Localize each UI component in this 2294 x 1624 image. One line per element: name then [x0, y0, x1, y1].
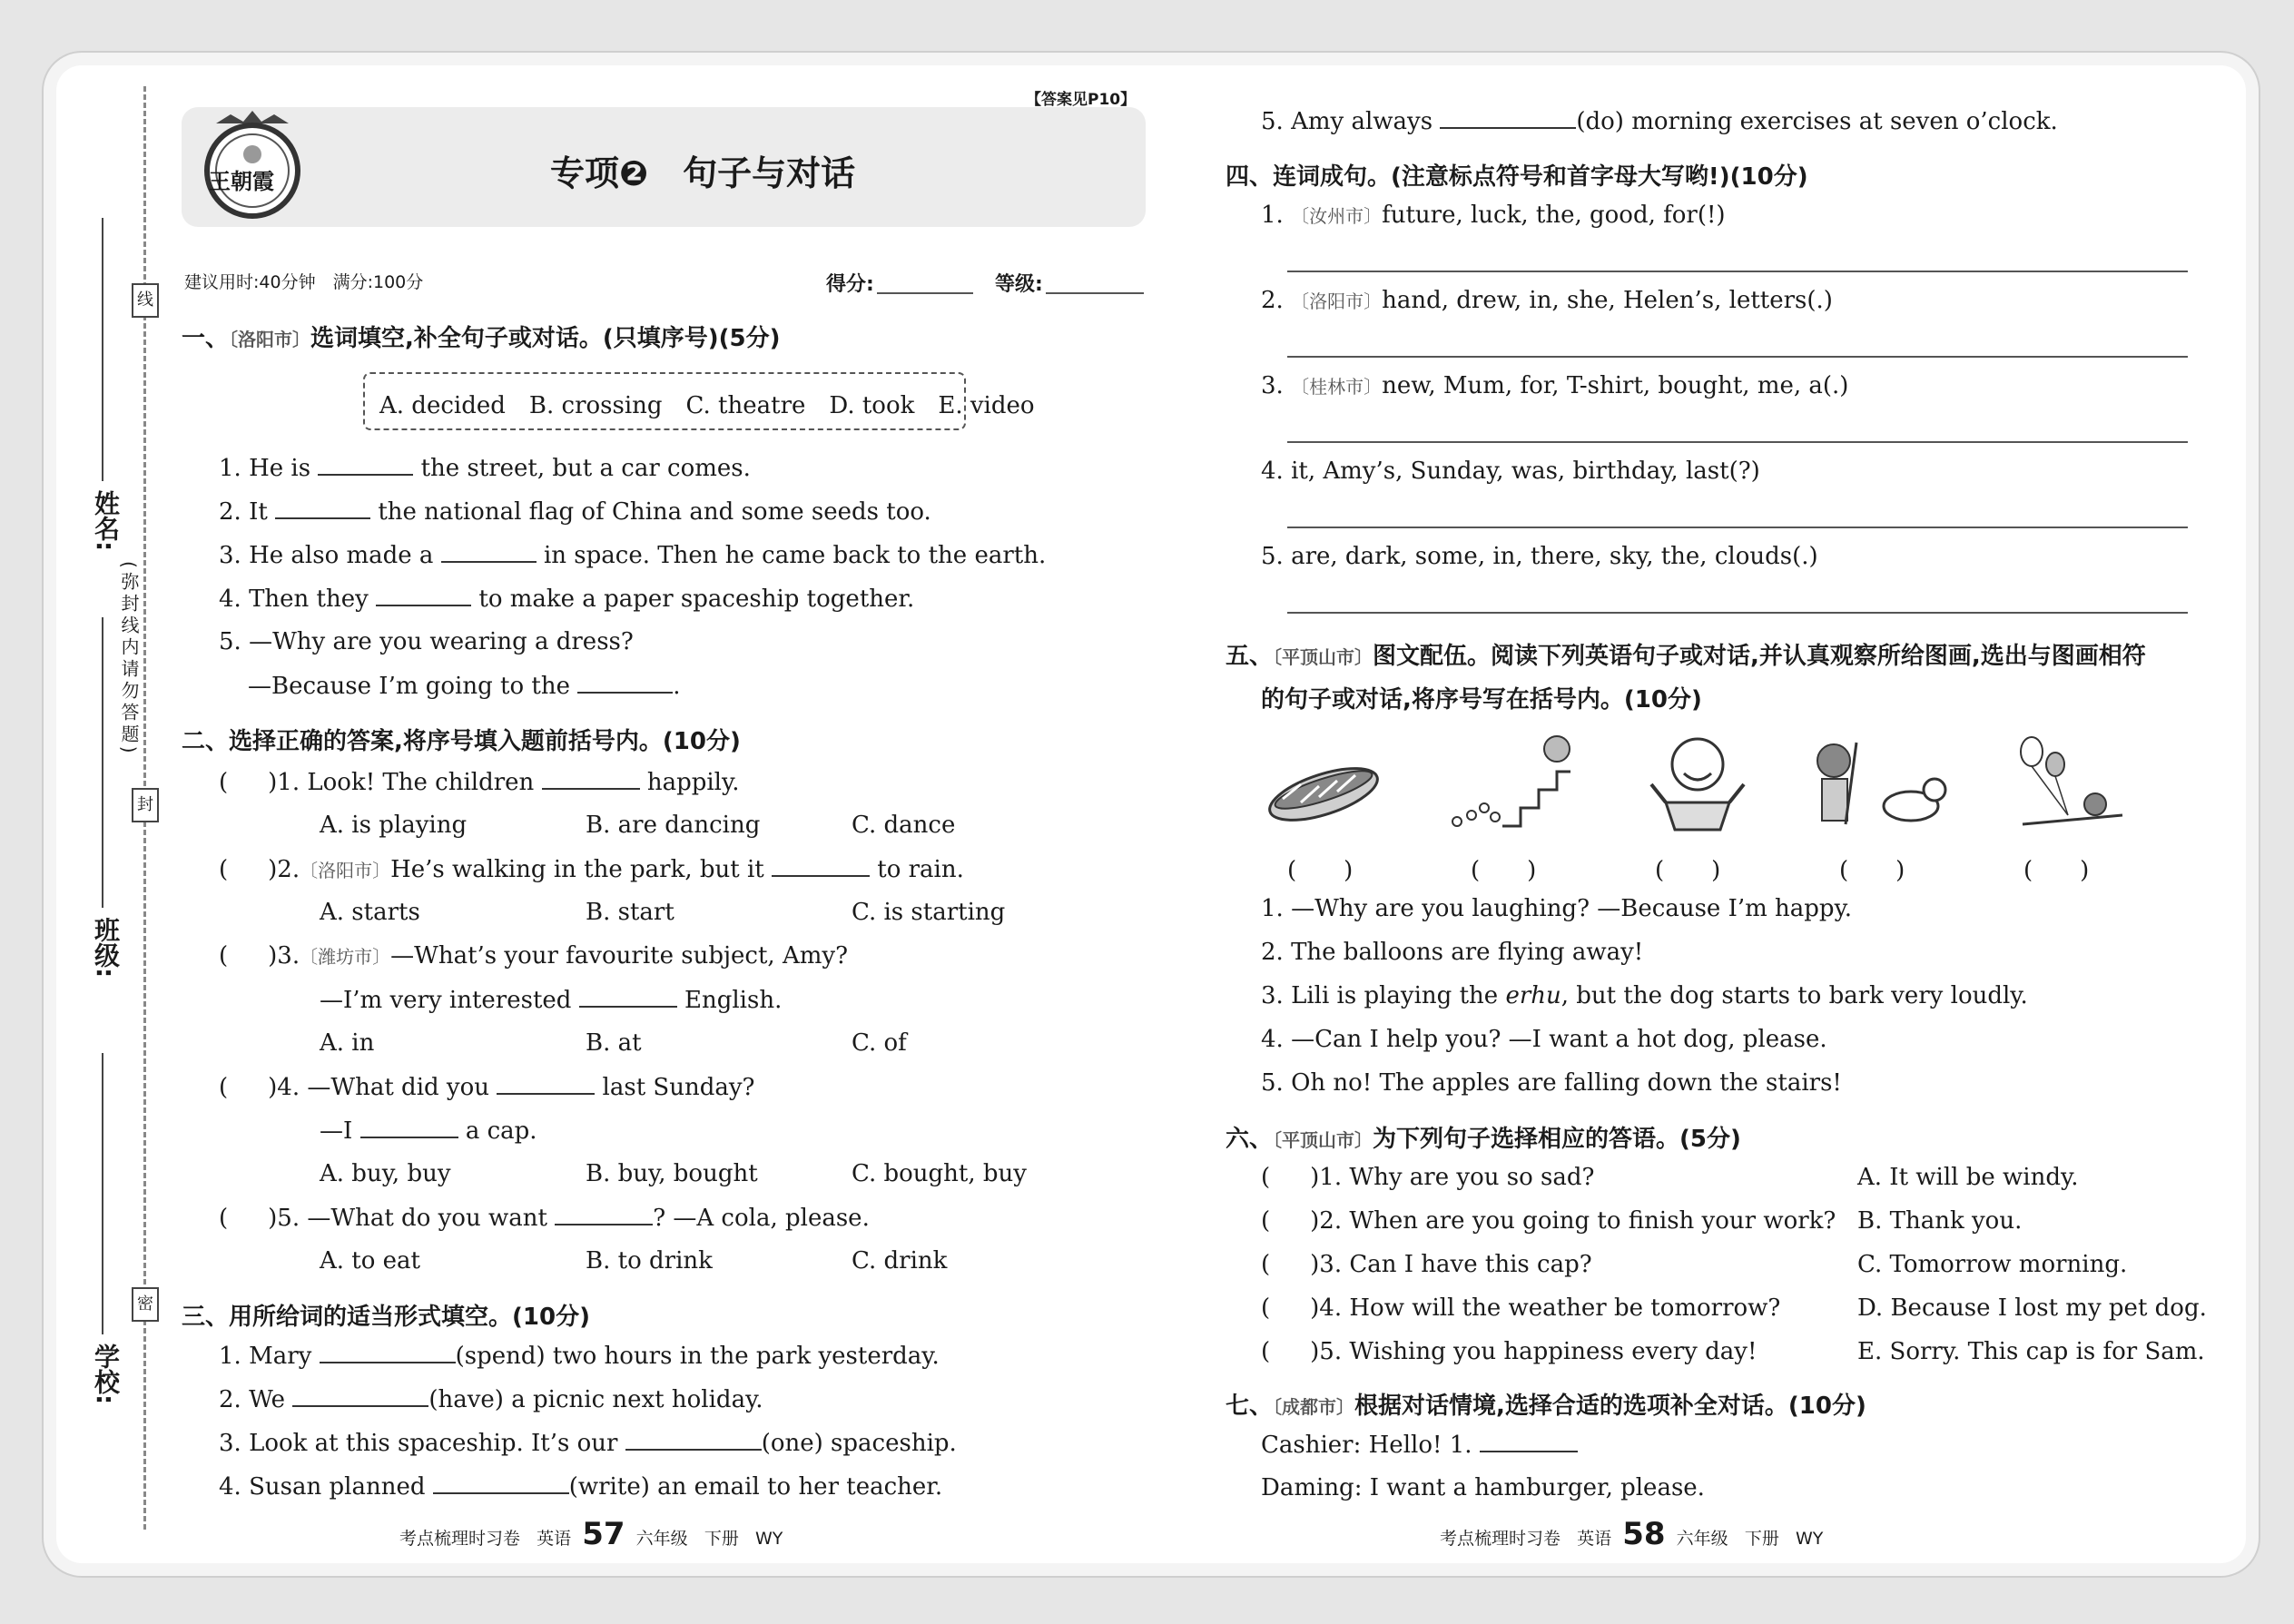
item-text: Mary — [249, 1343, 312, 1370]
blank-input[interactable] — [376, 585, 471, 606]
item-num: 2. — [1261, 287, 1284, 314]
s1-item-2 — [219, 497, 931, 526]
question-stem: English. — [684, 987, 783, 1014]
s1-item-5b — [248, 672, 681, 700]
grade-field[interactable] — [1046, 292, 1144, 294]
answer-paren[interactable]: ( — [219, 1205, 229, 1232]
s2-q5-opt-a[interactable]: A. to eat — [320, 1247, 421, 1275]
picture-1-answer[interactable]: ( ) — [1287, 857, 1354, 884]
item-num: 1. — [219, 1343, 241, 1370]
footer-grade: 六年级 — [1676, 1529, 1728, 1549]
item-text: , but the dog starts to bark very loudly. — [1561, 982, 2028, 1009]
class-field[interactable] — [102, 617, 103, 908]
word-hint: (spend) — [455, 1343, 546, 1370]
logo — [198, 107, 307, 225]
s4-answer-line-5[interactable] — [1287, 612, 2188, 614]
seal-char-feng: 封 — [132, 788, 159, 822]
picture-2-answer[interactable]: ( ) — [1471, 857, 1537, 884]
item-num: 4. — [219, 586, 241, 613]
blank-input[interactable] — [318, 454, 413, 476]
s6-q1 — [1261, 1164, 1594, 1191]
item-text: a picnic next holiday. — [511, 1386, 763, 1413]
footer-book: 考点梳理时习卷 — [1440, 1529, 1561, 1549]
blank-input[interactable] — [497, 1073, 595, 1095]
class-label: 班级: — [91, 917, 121, 979]
item-num: 3. — [1261, 372, 1284, 399]
section6-heading — [1226, 1120, 1741, 1154]
s2-q2-opt-b[interactable]: B. start — [586, 899, 674, 926]
question-text: )3. Can I have this cap? — [1310, 1251, 1592, 1278]
question-stem: last Sunday? — [602, 1074, 755, 1101]
item-region: 〔洛阳市〕 — [1291, 290, 1383, 312]
s3-item-4 — [219, 1472, 942, 1501]
item-num: 3. — [219, 1430, 241, 1457]
blank-input[interactable] — [360, 1117, 458, 1138]
blank-input[interactable] — [320, 1342, 456, 1363]
s6-answer-d: D. Because I lost my pet dog. — [1857, 1294, 2207, 1322]
item-text: spaceship. — [831, 1430, 957, 1457]
blank-input[interactable] — [579, 986, 677, 1008]
answer-paren[interactable]: ( — [1261, 1294, 1271, 1322]
footer-grade: 六年级 — [635, 1529, 688, 1549]
item-num: 5. — [1261, 543, 1284, 570]
item-text: the national flag of China and some seeds too. — [378, 498, 931, 526]
s6-q2 — [1261, 1207, 1836, 1235]
question-region: 〔洛阳市〕 — [300, 860, 391, 881]
s4-answer-line-2[interactable] — [1287, 356, 2188, 358]
word-hint: (write) — [568, 1473, 650, 1501]
s2-q4-opt-c[interactable]: C. bought, buy — [852, 1160, 1027, 1187]
item-text: Look at this spaceship. It’s our — [249, 1430, 618, 1457]
question-text: )1. Why are you so sad? — [1310, 1164, 1595, 1191]
answer-paren[interactable]: ( — [219, 856, 229, 883]
answer-paren[interactable]: ( — [219, 769, 229, 796]
answer-paren[interactable]: ( — [1261, 1207, 1271, 1235]
s3-item-2 — [219, 1385, 763, 1413]
item-emphasis: erhu — [1505, 982, 1561, 1009]
section6-instruction: 为下列句子选择相应的答语。(5分) — [1373, 1126, 1741, 1153]
word-hint: (one) — [761, 1430, 823, 1457]
word-bank-options: A. decided B. crossing C. theatre D. took E. video — [379, 392, 1035, 419]
s2-q5 — [219, 1204, 870, 1232]
section5-number: 五、 — [1226, 643, 1274, 670]
word-hint: (do) — [1576, 108, 1624, 135]
s4-item-5 — [1261, 543, 1818, 570]
question-stem: ? —A cola, please. — [653, 1205, 870, 1232]
dialogue-text: Cashier: Hello! 1. — [1261, 1432, 1472, 1459]
balloons-picture — [2004, 733, 2132, 839]
school-field[interactable] — [102, 1053, 103, 1334]
answer-paren[interactable]: ( — [219, 1074, 229, 1101]
footer-right — [1440, 1516, 1823, 1552]
question-number: )2. — [268, 856, 300, 883]
question-stem: happily. — [646, 769, 740, 796]
s2-q1 — [219, 768, 740, 796]
question-text: )5. Wishing you happiness every day! — [1310, 1338, 1757, 1365]
item-region: 〔汝州市〕 — [1291, 205, 1383, 227]
item-text: an email to her teacher. — [657, 1473, 943, 1501]
item-num: 1. — [1261, 202, 1284, 229]
item-text: Then they — [249, 586, 369, 613]
s3-item-5 — [1261, 107, 2058, 135]
s2-q3 — [219, 942, 848, 969]
s2-q3-line2 — [320, 986, 782, 1014]
apples-falling-picture — [1439, 726, 1575, 835]
blank-input[interactable] — [1440, 107, 1576, 129]
item-text: Susan planned — [249, 1473, 426, 1501]
section7-heading — [1226, 1387, 1866, 1421]
item-text: in space. Then he came back to the earth. — [543, 542, 1047, 569]
page-number: 57 — [582, 1516, 625, 1552]
footer-volume: 下册 — [1744, 1529, 1779, 1549]
word-list: future, luck, the, good, for(!) — [1382, 202, 1726, 229]
footer-volume: 下册 — [704, 1529, 739, 1549]
section2-heading: 二、选择正确的答案,将序号填入题前括号内。(10分) — [182, 728, 741, 755]
item-text: 3. Lili is playing the — [1261, 982, 1499, 1009]
s2-q3-opt-a[interactable]: A. in — [320, 1029, 375, 1057]
word-list: it, Amy’s, Sunday, was, birthday, last(?) — [1291, 458, 1760, 485]
s2-q5-opt-b[interactable]: B. to drink — [586, 1247, 713, 1275]
item-text: He is — [249, 455, 311, 482]
logo-text: 王朝霞 — [209, 169, 274, 194]
s7-line-1 — [1261, 1431, 1578, 1459]
item-text: We — [249, 1386, 286, 1413]
s4-answer-line-4[interactable] — [1287, 527, 2188, 528]
answer-paren[interactable]: ( — [1261, 1164, 1271, 1191]
s2-q1-opt-b[interactable]: B. are dancing — [586, 812, 761, 839]
question-stem: )1. Look! The children — [268, 769, 535, 796]
seal-char-xian: 线 — [132, 283, 159, 318]
seal-note: (弥封线内请勿答题) — [118, 561, 140, 757]
s2-q4 — [219, 1073, 755, 1101]
question-stem: a cap. — [465, 1117, 537, 1145]
blank-input[interactable] — [577, 672, 673, 694]
blank-input[interactable] — [542, 768, 640, 790]
s6-q4 — [1261, 1294, 1780, 1322]
section1-region: 〔洛阳市〕 — [229, 329, 311, 350]
score-label: 得分: — [826, 273, 874, 296]
footer-subject: 英语 — [537, 1529, 572, 1549]
section5-heading — [1226, 637, 2146, 671]
question-stem: He’s walking in the park, but it — [390, 856, 764, 883]
item-num: 5. — [1261, 108, 1284, 135]
item-num: 5. — [219, 628, 241, 655]
item-num: 2. — [219, 498, 241, 526]
picture-3-answer[interactable]: ( ) — [1655, 857, 1721, 884]
name-label: 姓名: — [91, 490, 121, 552]
answer-paren[interactable]: ( — [1261, 1338, 1271, 1365]
answer-paren[interactable]: ( — [219, 942, 229, 969]
s1-item-4 — [219, 585, 914, 613]
s1-item-5 — [219, 628, 634, 655]
section5-heading-line2: 的句子或对话,将序号写在括号内。(10分) — [1261, 686, 1702, 714]
s5-item-2: 2. The balloons are flying away! — [1261, 939, 1644, 966]
question-stem: )5. —What do you want — [268, 1205, 547, 1232]
footer-left — [399, 1516, 783, 1552]
s5-item-5: 5. Oh no! The apples are falling down the stairs! — [1261, 1069, 1842, 1097]
section7-instruction: 根据对话情境,选择合适的选项补全对话。(10分) — [1354, 1393, 1866, 1420]
s2-q1-opt-a[interactable]: A. is playing — [320, 812, 468, 839]
question-stem: )4. —What did you — [268, 1074, 490, 1101]
time-info: 建议用时:40分钟 满分:100分 — [184, 272, 424, 292]
s4-item-2 — [1261, 287, 1833, 314]
word-list: are, dark, some, in, there, sky, the, clouds(.) — [1291, 543, 1818, 570]
question-text: )2. When are you going to finish your work? — [1310, 1207, 1836, 1235]
section7-region: 〔成都市〕 — [1273, 1396, 1355, 1418]
s6-answer-b: B. Thank you. — [1857, 1207, 2023, 1235]
word-hint: (have) — [428, 1386, 504, 1413]
blank-input[interactable] — [625, 1429, 762, 1451]
s2-q3-opt-b[interactable]: B. at — [586, 1029, 642, 1057]
s5-item-3 — [1261, 982, 2028, 1009]
blank-input[interactable] — [275, 497, 370, 519]
blank-input[interactable] — [1480, 1431, 1578, 1452]
item-text: —Why are you wearing a dress? — [249, 628, 634, 655]
s2-q2-opt-c[interactable]: C. is starting — [852, 899, 1006, 926]
s2-q1-opt-c[interactable]: C. dance — [852, 812, 956, 839]
school-label: 学校: — [91, 1343, 121, 1405]
item-text: the street, but a car comes. — [420, 455, 751, 482]
s2-q3-opt-c[interactable]: C. of — [852, 1029, 907, 1057]
s4-item-3 — [1261, 372, 1848, 399]
s4-answer-line-3[interactable] — [1287, 441, 2188, 443]
question-region: 〔潍坊市〕 — [300, 946, 391, 968]
footer-edition: WY — [1795, 1529, 1824, 1549]
section5-instruction: 图文配伍。阅读下列英语句子或对话,并认真观察所给图画,选出与图画相符 — [1373, 643, 2146, 670]
item-text: morning exercises at seven o’clock. — [1631, 108, 2058, 135]
section6-number: 六、 — [1226, 1126, 1274, 1153]
page-number: 58 — [1622, 1516, 1666, 1552]
score-field[interactable] — [877, 292, 973, 294]
section1-heading — [182, 320, 781, 353]
s2-q4-line2 — [320, 1117, 537, 1145]
question-text: )4. How will the weather be tomorrow? — [1310, 1294, 1781, 1322]
page-title: 专项❷ 句子与对话 — [550, 153, 856, 193]
item-text: to make a paper spaceship together. — [478, 586, 915, 613]
answer-reference: 【答案见P10】 — [1026, 91, 1137, 109]
s3-item-3 — [219, 1429, 957, 1457]
s2-q4-opt-a[interactable]: A. buy, buy — [320, 1160, 451, 1187]
s6-answer-a: A. It will be windy. — [1857, 1164, 2079, 1191]
footer-book: 考点梳理时习卷 — [399, 1529, 521, 1549]
s4-item-1 — [1261, 202, 1726, 229]
item-text: —Because I’m going to the — [248, 673, 570, 700]
seal-char-mi: 密 — [132, 1287, 159, 1322]
footer-edition: WY — [754, 1529, 783, 1549]
s1-item-3 — [219, 541, 1046, 569]
name-field[interactable] — [102, 218, 103, 481]
section3-heading: 三、用所给词的适当形式填空。(10分) — [182, 1304, 590, 1331]
question-number: )3. — [268, 942, 300, 969]
hot-dog-picture — [1265, 744, 1383, 835]
word-list: new, Mum, for, T-shirt, bought, me, a(.) — [1382, 372, 1849, 399]
section1-instruction: 选词填空,补全句子或对话。(只填序号)(5分) — [310, 325, 781, 352]
question-stem: —I’m very interested — [320, 987, 572, 1014]
s4-item-4 — [1261, 458, 1760, 485]
s6-q5 — [1261, 1338, 1757, 1365]
answer-paren[interactable]: ( — [1261, 1251, 1271, 1278]
question-stem: —I — [320, 1117, 353, 1145]
item-text: two hours in the park yesterday. — [552, 1343, 940, 1370]
picture-5-answer[interactable]: ( ) — [2023, 857, 2090, 884]
item-num: 1. — [219, 455, 241, 482]
question-stem: —What’s your favourite subject, Amy? — [390, 942, 849, 969]
s7-line-2: Daming: I want a hamburger, please. — [1261, 1474, 1705, 1501]
item-num: 4. — [219, 1473, 241, 1501]
s3-item-1 — [219, 1342, 940, 1370]
s1-item-1 — [219, 454, 751, 482]
question-stem: to rain. — [877, 856, 964, 883]
picture-4-answer[interactable]: ( ) — [1839, 857, 1905, 884]
item-num: 4. — [1261, 458, 1284, 485]
blank-input[interactable] — [555, 1204, 653, 1225]
footer-subject: 英语 — [1577, 1529, 1612, 1549]
s2-q4-opt-b[interactable]: B. buy, bought — [586, 1160, 758, 1187]
s2-q2-opt-a[interactable]: A. starts — [320, 899, 420, 926]
laughing-boy-picture — [1648, 730, 1748, 839]
s2-q2 — [219, 855, 964, 883]
section6-region: 〔平顶山市〕 — [1273, 1129, 1373, 1151]
erhu-dog-picture — [1802, 733, 1947, 839]
s2-q5-opt-c[interactable]: C. drink — [852, 1247, 948, 1275]
s6-answer-c: C. Tomorrow morning. — [1857, 1251, 2128, 1278]
item-text: It — [249, 498, 268, 526]
item-num: 3. — [219, 542, 241, 569]
section4-heading: 四、连词成句。(注意标点符号和首字母大写哟!)(10分) — [1226, 163, 1808, 191]
blank-input[interactable] — [772, 855, 870, 877]
s6-q3 — [1261, 1251, 1592, 1278]
section5-region: 〔平顶山市〕 — [1273, 646, 1373, 668]
s6-answer-e: E. Sorry. This cap is for Sam. — [1857, 1338, 2205, 1365]
s5-item-1: 1. —Why are you laughing? —Because I’m happy. — [1261, 895, 1853, 922]
blank-input[interactable] — [433, 1472, 569, 1494]
item-text: Amy always — [1291, 108, 1433, 135]
grade-label: 等级: — [995, 273, 1043, 296]
section7-number: 七、 — [1226, 1393, 1274, 1420]
item-num: 2. — [219, 1386, 241, 1413]
s5-item-4: 4. —Can I help you? —I want a hot dog, please. — [1261, 1026, 1827, 1053]
blank-input[interactable] — [441, 541, 537, 563]
item-text: He also made a — [249, 542, 434, 569]
word-list: hand, drew, in, she, Helen’s, letters(.) — [1382, 287, 1833, 314]
section1-number: 一、 — [182, 325, 230, 352]
s4-answer-line-1[interactable] — [1287, 271, 2188, 272]
item-region: 〔桂林市〕 — [1291, 376, 1383, 398]
blank-input[interactable] — [292, 1385, 428, 1407]
item-text: . — [673, 673, 681, 700]
